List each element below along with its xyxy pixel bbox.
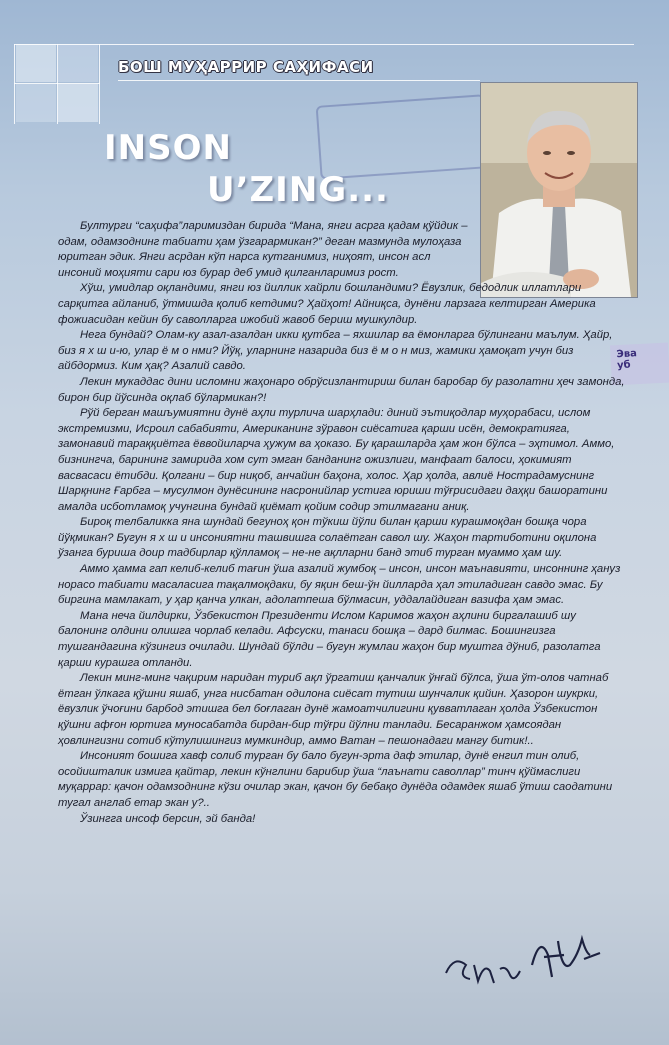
paragraph-4: Лекин мукаддас дини исломни жаҳонаро обрўсизлантириш билан баробар бу разолатни ҳеч замонда, бирон бир йўсинда оқлаб бўлармикан?! (58, 375, 625, 404)
paragraph-7: Аммо ҳамма гап келиб-келиб тағин ўша азалий жумбоқ – инсон, инсон маънавияти, инсоннинг ҳануз норасо табиати масаласига тақалмоқдаки, бу яқин беш-ўн йилларда ҳал этиладиган савдо эмас. Бу биргина мамлакат, у ҳар қанча улкан, адолатпеша бўлмасин, уддалайдиган вазифа ҳам эмас. (58, 563, 621, 607)
paragraph-9: Лекин минг-минг чақирим наридан туриб ақл ўргатиш қанчалик ўнғай бўлса, ўша ўт-олов чатнаб ётган ўлкага қўшни яшаб, унга нисбатан одилона сиёсат тутиш шунчалик қийин. Ҳазорон шукрки, ёвузлик ўчоғини барбод этишга бел боғлаган дунё жамоатчилигини қувватлаган ҳолда Ўзбекистон қўшни афғон юртига муносабатда бирдан-бир тўғри йўлни танлади. Бесаранжом ҳамсоядан ҳовлингизни сотиб кўтулишингиз мумкиндир, аммо Ватан – пешонадаги мангу битик!.. (58, 672, 609, 747)
paragraph-8: Мана неча йилдирки, Ўзбекистон Президенти Ислом Каримов жаҳон аҳлини биргалашиб шу балонинг олдини олишга чорлаб келади. Афсуски, танаси бошқа – дард билмас. Бошингизга тушгандагина кўзингиз очилади. Шундай бўлди – бугун жумлаи жаҳон бир муштга дўниб, разолатга қарши курашга отланди. (58, 609, 601, 669)
paragraph-11: Ўзингга инсоф берсин, эй банда! (80, 812, 256, 825)
margin-note-text: Эва уб (616, 348, 638, 372)
title-line-1: INSON (104, 128, 232, 168)
deco-square-1 (16, 44, 56, 82)
deco-square-4 (58, 84, 98, 122)
deco-line-mid (57, 44, 58, 124)
paragraph-2: Хўш, умидлар оқландими, янги юз йиллик хайрли бошландими? Ёвузлик, бедодлик иллатлари сарқитга айланиб, ўтмишда қолиб кетдими? Ҳайҳот! Айниқса, дунёни ларзага келтирган Америка фожиасидан кейин бу саволларга ижобий жавоб бериш мушкулдир. (58, 282, 596, 326)
deco-line-hz (14, 83, 100, 84)
paragraph-5: Рўй берган машъумиятни дунё аҳли турлича шарҳлади: диний эътиқодлар муҳорабаси, ислом экстремизми, Исроил сабабияти, Американинг зўравон сиёсатига қарши исён, демократияга, замонавий тараққиётга ёввойиларча ҳужум ва ҳоказо. Бу қарашларда ҳам жон бўлса – эҳтимол. Аммо, бизнингча, барининг замирида хом сут эмган банданинг ожизлиги, манфаат балоси, ҳокимият васвасаси ётибди. Қолгани – бир ниқоб, анчайин баҳона, холос. Ҳар ҳолда, авлиё Нострадамуснинг Шарқнинг Ғарбга – мусулмон дунёсининг насронийлар устига юриши тўғрисидаги даҳқи башоратини амалда исботламоқ учунгина бундай қиёмат қойим содир этилмагани аниқ. (58, 407, 615, 513)
paragraph-10: Инсоният бошига хавф солиб турган бу бало бугун-эрта даф этилар, дунё енгил тин олиб, осойишталик измига қайтар, лекин кўнглини барибир ўша “лаънати саволлар” тинч қўймаслиги муқаррар: қачон одамзоднинг кўзи очилар экан, қачон бу бебақо дунёда одамдек яшаб ўтиш саодатини тугал англаб етар экан у?.. (58, 750, 613, 809)
deco-square-3 (16, 84, 56, 122)
deco-square-2 (58, 44, 98, 82)
ink-stamp (316, 94, 490, 180)
paragraph-1: Бултурги “саҳифа”ларимиздан бирида “Мана, янги асрга қадам қўйдик – одам, одамзоднинг табиати ҳам ўзгарармикан?” деган мазмунда мулоҳаза юритган эдик. Янги асрдан кўп нарса кутганимиз, ниҳоят, инсон асл инсоний моҳияти сари юз бурар деб умид қилганларимиз рост. (58, 220, 468, 279)
deco-line-left (14, 44, 15, 124)
handwritten-signature (440, 925, 610, 997)
article-body (58, 219, 626, 827)
title-line-2: U’ZING... (207, 170, 389, 210)
deco-line-header-under (118, 80, 480, 81)
paragraph-6: Бироқ телбаликка яна шундай бегуноҳ қон тўкиш йўли билан қарши курашмоқдан бошқа чора йўқмикан? Бугун я х ш и инсониятни ташвишга солаётган савол шу. Жаҳон тартиботини оқилона ўзанга буриша доир тадбирлар қўлламоқ – не-не ақлларни банд этиб турган муаммо ҳам шу. (58, 516, 597, 560)
paragraph-3: Нега бундай? Олам-ку азал-азалдан икки қутбга – яхшилар ва ёмонларга бўлингани маълум. Ҳайр, биз я х ш и-ю, улар ё м о нми? Йўқ, уларнинг назарида биз ё м о н миз, жамики ҳамоқат учун биз айбдормиз. Ким ҳақ? Азалий савдо. (58, 329, 613, 373)
section-label: БОШ МУҲАРРИР САҲИФАСИ (118, 58, 374, 76)
deco-line-top (14, 44, 634, 45)
deco-line-right (99, 44, 100, 124)
